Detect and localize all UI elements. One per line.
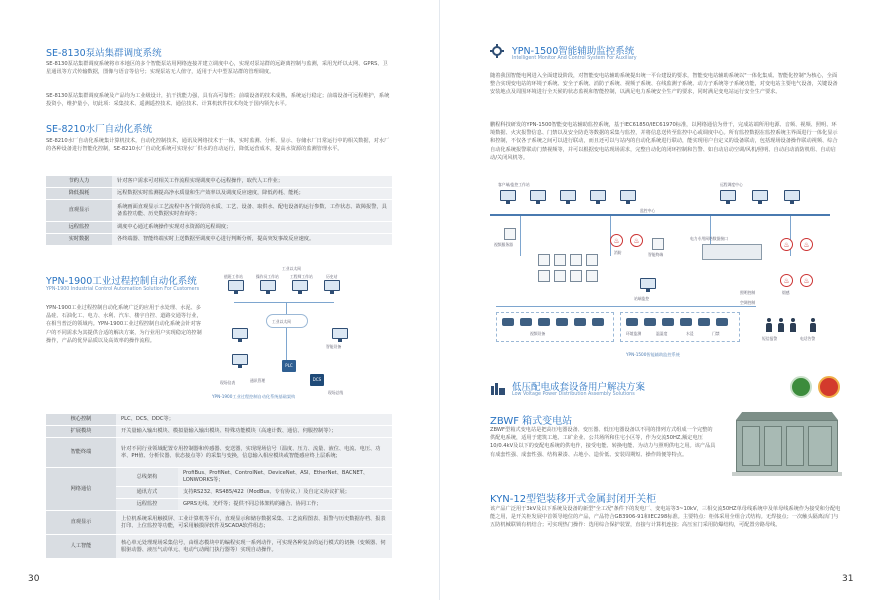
diagram-label: 历史站 (326, 274, 338, 279)
diagram-label: 现场总线 (328, 390, 344, 395)
camera-icon (556, 318, 568, 326)
device-icon (586, 254, 598, 266)
table-row (46, 468, 392, 487)
se8210-paragraph: SE-8210水厂自动化系统集计算机技术，自动化控制技术，通讯及网络技术于一体，实时监测、分析、显示、存储水厂日常运行中的相关数据，对水厂的各种设备进行智能化控制，SE-8210水厂自动化系统可实现水厂供水的自动运行，降低运营成本，提高水资源的监测管理水平。 (46, 138, 390, 153)
diagram-label: 通讯管理 (250, 378, 266, 383)
row-subkey: 总线架构 (116, 468, 178, 487)
device-icon (554, 254, 566, 266)
workstation-icon (332, 328, 348, 339)
workstation-icon (560, 190, 576, 201)
table-row (46, 414, 392, 426)
diagram-label: 智能设备 (326, 344, 342, 349)
zbwf-title: ZBWF 箱式变电站 (490, 416, 573, 427)
box-substation-image (732, 412, 842, 478)
certification-badge-green (790, 376, 812, 398)
person-icon (790, 318, 796, 332)
camera-icon (574, 318, 586, 326)
camera-icon (592, 318, 604, 326)
factory-icon (490, 380, 506, 396)
workstation-icon (228, 280, 244, 291)
diagram-label: 操作员工作站 (256, 274, 279, 279)
row-key: 网络通信 (46, 468, 116, 511)
workstation-icon (260, 280, 276, 291)
row-key: 直观显示 (46, 200, 112, 222)
dcs-icon: DCS (310, 374, 324, 386)
diagram-label: 视频服务器 (494, 242, 513, 247)
diagram-label: 工业以太网 (272, 319, 291, 324)
fire-alarm-icon: ♨ (800, 274, 813, 287)
row-value: ProfiBus、ProfiNet、ControlNet、DeviceNet、ASI、EtherNet、BACNET、LONWORKS等； (178, 468, 392, 487)
diagram-label: 工业以太网 (282, 266, 301, 271)
row-value: GPRS无线、光纤等；提供不同总体架构的融合、协同工作； (178, 499, 392, 511)
workstation-icon (784, 190, 800, 201)
diagram-label: 环境监测 (626, 331, 642, 336)
person-icon (810, 318, 816, 332)
diagram-label: 照明控制 (740, 290, 756, 295)
ypn1900-diagram (212, 262, 392, 402)
device-icon (554, 270, 566, 282)
diagram-label: 站端监控 (634, 296, 650, 301)
smart-terminal-icon (652, 238, 664, 250)
sensor-icon (662, 318, 674, 326)
device-icon (570, 270, 582, 282)
diagram-label: 远程调度中心 (720, 182, 743, 187)
workstation-icon (640, 278, 656, 289)
row-value: 针对客户需求可对相关工作流程实现调度中心远程操作，取代人工作业； (112, 176, 392, 188)
row-key: 人工智能 (46, 535, 116, 559)
row-subkey: 通讯方式 (116, 487, 178, 499)
fire-alarm-icon: ♨ (610, 234, 623, 247)
workstation-icon (530, 190, 546, 201)
sensor-icon (698, 318, 710, 326)
workstation-icon (590, 190, 606, 201)
table-row (46, 426, 392, 438)
ypn1500-diagram (490, 178, 840, 366)
ypn1900-paragraph: YPN-1900工业过程控制自动化系统广泛的应用于水处理、水泥、多晶硅、石油化工、电力、水利、汽车、楼宇自控、道路交通等行业，在相当普泛的领域内。YPN-1900工业过程控制自动化系统会针对客户的不同需求为其提供合适的解决方案，为行业用户实现稳定的控制操作，产品的优异品质以及高效率的操作流程。 (46, 305, 202, 344)
row-value: 调度中心通过系统操作实现对水资源的远程调度； (112, 222, 392, 234)
row-key: 远程监控 (46, 222, 112, 234)
row-value: 系统画面直观显示工艺流程中各个阶段的水质、工艺、设备、取供水、配电设备的运行参数、工作状态、故障报警，具备监控功能、历史数据实时查询等； (112, 200, 392, 222)
network-line (286, 302, 287, 362)
diagram-label: 门禁 (712, 331, 720, 336)
workstation-icon (232, 328, 248, 339)
row-key: 核心控制 (46, 414, 116, 426)
certification-badge-red (818, 376, 840, 398)
kyn12-paragraph: 该产品广泛用于3kV及以下系统及设备的新型"全工况"条件下的发电厂、变电站等3~10kV，三相交流50HZ单母线系统中及单母线系统作为接受和分配电能之用，是开关柜发展中首领导地位的产品，产品符合GB3906-91和IEC298标准。主要特点：柜体采用全组合式结构。无焊接点；一次触头隔离活门与五防机械联锁有机结合；可实现热门操作：选用综合保护装置，直接与计算机连接；高压室门采用防爆结构，可配置旁路母线。 (490, 506, 841, 529)
diagram-label: 工程师工作站 (290, 274, 313, 279)
row-key: 节约人力 (46, 176, 112, 188)
network-line (790, 216, 791, 256)
row-value: 各终端器、智能终端实时上送数据至调度中心进行判断分析，提高突发事故反应速度。 (112, 234, 392, 246)
network-line (496, 306, 756, 307)
diagram-caption: YPN-1900工业过程控制自动化系统基础架构 (212, 394, 296, 399)
table-row (46, 535, 392, 559)
person-icon (766, 318, 772, 332)
table-row (46, 511, 392, 535)
workstation-icon (324, 280, 340, 291)
row-value: 支持RS232、RS485/422（ModBus、专有协议、）及自定义协议扩展； (178, 487, 392, 499)
diagram-label: 消防 (614, 250, 622, 255)
device-icon (586, 270, 598, 282)
right-page (439, 0, 878, 600)
table-row (46, 234, 392, 246)
diagram-label: 水浸 (686, 331, 694, 336)
fire-alarm-icon: ♨ (780, 238, 793, 251)
device-icon (538, 254, 550, 266)
diagram-label: 空调控制 (740, 300, 756, 305)
network-line (520, 216, 521, 256)
kyn12-title: KYN-12型铠装移开式金属封闭开关柜 (490, 494, 657, 505)
sensor-icon (716, 318, 728, 326)
sensor-icon (626, 318, 638, 326)
sensor-icon (680, 318, 692, 326)
workstation-icon (620, 190, 636, 201)
row-subkey: 远程监控 (116, 499, 178, 511)
workstation-icon (292, 280, 308, 291)
row-key: 实时数据 (46, 234, 112, 246)
workstation-icon (720, 190, 736, 201)
table-row (46, 438, 392, 468)
device-icon (538, 270, 550, 282)
ypn1500-paragraph-2: 鹏程科技研发的YPN-1500智能变电站辅助监控系统，基于IEC61850/IEC61970标准，以网络通信为骨干，完成站端所用电源、音频、视频、照明、环境数据、火灾报警信息、门禁以及安全防范等数据的采集与监控，并将信息送传至监控中心或调度中心。所有监控数据在监控系统主界面进行一体化显示和控制，不仅各子系统之间可以进行联动，而且还可以与站内的自动化系统进行联动，能实现用户自定义的设备联动，包括现场设备操作联动视频、综合自动化系统报警联动门禁视频等，并可以根据变电站现场需求，完整自动化的闭环控制和告警、如自动启动空调/风机/照明、自动启动消防机组、自动启动/关闭风机等。 (490, 122, 838, 161)
workstation-icon (752, 190, 768, 201)
gear-tools-icon (490, 44, 504, 58)
diagram-label: 值班工作站 (224, 274, 243, 279)
diagram-label: 视频设备 (530, 331, 546, 336)
row-key: 智能终端 (46, 438, 116, 468)
network-line (234, 302, 334, 303)
spec-table (46, 414, 392, 559)
row-key: 直观显示 (46, 511, 116, 535)
page-number-left: 30 (28, 574, 40, 584)
sensor-icon (644, 318, 656, 326)
diagram-label: 温湿度 (656, 331, 668, 336)
workstation-icon (500, 190, 516, 201)
camera-icon (502, 318, 514, 326)
page-number-right: 31 (842, 574, 854, 584)
table-row (46, 176, 392, 188)
table-row (46, 200, 392, 222)
ypn1900-subtitle: YPN-1900 Industrial Control Automation Solution For Customers (46, 287, 200, 292)
row-value: 核心单元处理现场采集信号，由组态模块中的编程实现一系列动作，可实现各种复杂的运行模式的切换（变频器、伺服驱动器、液压气动单元、电动气动阀门执行器等）实现自动操作。 (116, 535, 392, 559)
ypn1900-title: YPN-1900工业过程控制自动化系统 (46, 276, 197, 287)
table-row (46, 188, 392, 200)
zbwf-paragraph: ZBWF型箱式变电站是把高压电器设备、变压器、低压电器设备以不同的排列方式组成一个完整的供配电系统，适用于建筑工地、工矿企业、公共场所和住宅小区等，作为交流50HZ,额定电压10/0.4kV及以下的变配电系统的供电作，接受电能、转换电能、为动力与照明供电之用。该产品具有成套性强、成套性强、结构紧凑、占地小、造价低、安装周期短、操作简便等特点。 (490, 427, 716, 458)
se8130-paragraph-1: SE-8130泵站集群调度系统将市本地区的多个智能泵站用网络连接并建立调度中心，实现对泵站群的远距离控制与监测，采用光纤以太网、GPRS、卫星通讯等方式传输数据，图像与语音等信号；实现泵站无人值守，适用于大中型泵站群的管理调度。 (46, 61, 388, 76)
row-key: 扩展模块 (46, 426, 116, 438)
diagram-label: 客户端/监控工作站 (498, 182, 530, 187)
se8130-paragraph-2: SE-8130泵站集群调度系统及产品均为工业级设计，抗干扰能力强，具有高可靠性；前端设备的技术成熟，系统运行稳定；前端设备可远程维护，系统投资小，维护量小，切此项：采集技术、遥测遥控技术、通信技术、计算机软件技术均处于国内领先水平。 (46, 93, 390, 108)
diagram-label: 电力专用网络数据接口 (690, 236, 728, 241)
diagram-label: 智能终端 (648, 252, 664, 257)
table-row (46, 222, 392, 234)
fire-alarm-icon: ♨ (780, 274, 793, 287)
fire-alarm-icon: ♨ (800, 238, 813, 251)
camera-icon (538, 318, 550, 326)
device-icon (570, 254, 582, 266)
person-icon (778, 318, 784, 332)
feature-table (46, 176, 392, 246)
video-server-icon (504, 228, 516, 240)
se8210-title: SE-8210水厂自动化系统 (46, 124, 153, 135)
lowvolt-subtitle: Low Voltage Power Distribution Assembly Solutions (512, 392, 635, 397)
camera-icon (520, 318, 532, 326)
fire-alarm-icon: ♨ (630, 234, 643, 247)
camera-group (496, 312, 614, 342)
plc-icon: PLC (282, 360, 296, 372)
diagram-label: 烟感 (782, 290, 790, 295)
row-key: 降低损耗 (46, 188, 112, 200)
diagram-label: 监控中心 (640, 208, 656, 213)
equipment-cabinet (702, 244, 762, 260)
row-value: 针对不同行业领域配置专用控制器和传感器、变送器，实现现场信号（温度、压力、流量、液位、电流、电压、功率、PH值、分析仪器、状态接点等）的采集与变换，信息输入相应模块或智能感应终上层系统； (116, 438, 392, 468)
row-value: PLC、DCS、DDC等； (116, 414, 392, 426)
ypn1500-paragraph-1: 随着我国智能电网进入全面建设阶段，对智能变电站辅助系统提出统一平台建设的要求，智能变电站辅助系统以"一体化集成、智能化控制"为核心，全面整合实现变电站的环境子系统、安全子系统、消防子系统、视频子系统、在线监测子系统、动力子系统等子系统功能，对变电站主要电气设备，关键设备安装地点及周围环境进行全天候的状态监视和智能控制，以满足电力系统安全生产的要求，同时满足变电站运行安全生产要求。 (490, 73, 838, 96)
row-value: 开关量输入输出模块、模拟量输入输出模块、特殊功能模块（高速计数、通信、伺服控制等）； (116, 426, 392, 438)
lowvolt-title: 低压配电成套设备用户解决方案 (512, 382, 646, 393)
sensor-group (620, 312, 740, 342)
row-value: 远程数据实时监测提高净水质量和生产效率以及调度反应速度，降低药耗、能耗； (112, 188, 392, 200)
row-value: 上位机系统采用触摸屏、工业计算机等平台，直观显示和储存数据采集、工艺流程图表、报警与历史数据存档、报表打印、上位监控等功能，可采用触摸屏软件及SCADA软件组态； (116, 511, 392, 535)
diagram-label: 电话告警 (800, 336, 816, 341)
se8130-title: SE-8130泵站集群调度系统 (46, 48, 162, 59)
diagram-caption: YPN-1500智能辅助监控系统 (626, 352, 680, 357)
ypn1500-subtitle: Intelligent Monitor And Control System For Auxiliary (512, 56, 637, 61)
workstation-icon (232, 354, 248, 365)
diagram-label: 现场仪表 (220, 380, 236, 385)
diagram-label: 短信报警 (762, 336, 778, 341)
ypn1500-title: YPN-1500智能辅助监控系统 (512, 46, 635, 57)
backbone-line (490, 214, 830, 216)
